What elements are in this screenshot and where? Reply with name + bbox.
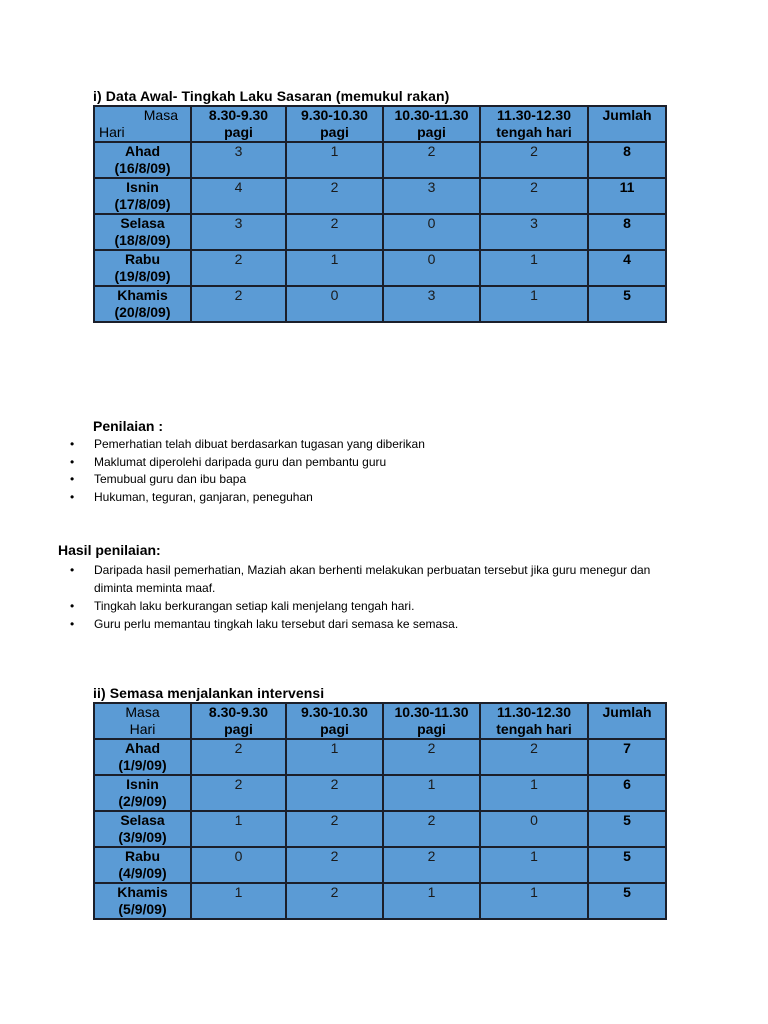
col-header: 9.30-10.30 pagi [286,703,383,739]
value-cell: 1 [286,739,383,775]
value-cell: 2 [191,739,286,775]
table1-title: i) Data Awal- Tingkah Laku Sasaran (memukul rakan) [93,88,450,104]
col-header: 9.30-10.30 pagi [286,106,383,142]
value-cell: 1 [480,286,588,322]
table-row [94,178,666,214]
total-cell: 8 [588,214,666,250]
table1 [93,105,667,323]
day-cell: Khamis (5/9/09) [94,883,191,919]
hari-label: Hari [129,721,156,737]
list-item: • Temubual guru dan ibu bapa [70,471,690,489]
day-cell: Ahad (16/8/09) [94,142,191,178]
value-cell: 2 [480,739,588,775]
total-cell: 7 [588,739,666,775]
total-cell: 4 [588,250,666,286]
value-cell: 3 [383,178,480,214]
total-cell: 5 [588,883,666,919]
list-item: • Tingkah laku berkurangan setiap kali menjelang tengah hari. [70,599,415,613]
day-cell: Rabu (4/9/09) [94,847,191,883]
value-cell: 1 [383,883,480,919]
penilaian-list [70,436,690,506]
table-row [94,142,666,178]
table-row [94,811,666,847]
value-cell: 2 [383,142,480,178]
value-cell: 2 [191,775,286,811]
bullet-icon: • [70,489,75,504]
value-cell: 2 [286,883,383,919]
table2-header-row [94,703,666,739]
value-cell: 2 [191,286,286,322]
day-cell: Isnin (17/8/09) [94,178,191,214]
day-cell: Khamis (20/8/09) [94,286,191,322]
list-item: • Maklumat diperolehi daripada guru dan pembantu guru [70,454,690,472]
col-header: 11.30-12.30 tengah hari [480,703,588,739]
table-row [94,286,666,322]
value-cell: 1 [191,811,286,847]
masa-hari-header [94,106,191,142]
list-item: • Guru perlu memantau tingkah laku tersebut dari semasa ke semasa. [70,617,459,631]
value-cell: 2 [480,142,588,178]
value-cell: 3 [191,214,286,250]
value-cell: 2 [286,775,383,811]
value-cell: 1 [480,250,588,286]
bullet-icon: • [70,599,75,613]
bullet-icon: • [70,563,75,577]
hasil-heading: Hasil penilaian: [58,542,161,558]
col-header: 8.30-9.30 pagi [191,106,286,142]
table-row [94,250,666,286]
jumlah-header: Jumlah [588,703,666,739]
penilaian-heading: Penilaian : [93,418,164,434]
table-row [94,775,666,811]
col-header: 8.30-9.30 pagi [191,703,286,739]
value-cell: 3 [480,214,588,250]
hari-label: Hari [99,124,125,140]
value-cell: 2 [383,847,480,883]
value-cell: 3 [383,286,480,322]
value-cell: 4 [191,178,286,214]
value-cell: 1 [480,883,588,919]
value-cell: 0 [191,847,286,883]
table1-header-row [94,106,666,142]
value-cell: 1 [286,142,383,178]
value-cell: 2 [286,214,383,250]
value-cell: 2 [286,178,383,214]
table-row [94,214,666,250]
hasil-list [70,561,690,633]
value-cell: 1 [383,775,480,811]
bullet-icon: • [70,617,75,631]
masa-hari-header [94,703,191,739]
table-row [94,739,666,775]
total-cell: 5 [588,286,666,322]
day-cell: Rabu (19/8/09) [94,250,191,286]
masa-label: Masa [125,704,160,720]
value-cell: 2 [383,811,480,847]
value-cell: 2 [286,811,383,847]
jumlah-header: Jumlah [588,106,666,142]
value-cell: 2 [480,178,588,214]
value-cell: 2 [383,739,480,775]
day-cell: Isnin (2/9/09) [94,775,191,811]
table2 [93,702,667,920]
total-cell: 5 [588,811,666,847]
value-cell: 0 [480,811,588,847]
total-cell: 5 [588,847,666,883]
value-cell: 2 [286,847,383,883]
list-item: • Daripada hasil pemerhatian, Maziah akan berhenti melakukan perbuatan tersebut jika guru menegur dan diminta meminta maaf. [70,563,651,595]
masa-label: Masa [143,107,178,123]
value-cell: 0 [383,250,480,286]
total-cell: 6 [588,775,666,811]
total-cell: 8 [588,142,666,178]
value-cell: 1 [286,250,383,286]
list-item: • Hukuman, teguran, ganjaran, peneguhan [70,489,690,507]
day-cell: Ahad (1/9/09) [94,739,191,775]
bullet-icon: • [70,472,75,486]
bullet-icon: • [70,437,75,451]
value-cell: 1 [191,883,286,919]
day-cell: Selasa (18/8/09) [94,214,191,250]
col-header: 10.30-11.30 pagi [383,703,480,739]
day-cell: Selasa (3/9/09) [94,811,191,847]
col-header: 11.30-12.30 tengah hari [480,106,588,142]
value-cell: 1 [480,847,588,883]
value-cell: 0 [383,214,480,250]
value-cell: 2 [191,250,286,286]
total-cell: 11 [588,178,666,214]
bullet-icon: • [70,454,75,469]
value-cell: 0 [286,286,383,322]
value-cell: 1 [480,775,588,811]
table-row [94,883,666,919]
col-header: 10.30-11.30 pagi [383,106,480,142]
table-row [94,847,666,883]
table2-title: ii) Semasa menjalankan intervensi [93,685,325,701]
list-item: • Pemerhatian telah dibuat berdasarkan tugasan yang diberikan [70,436,690,454]
value-cell: 3 [191,142,286,178]
